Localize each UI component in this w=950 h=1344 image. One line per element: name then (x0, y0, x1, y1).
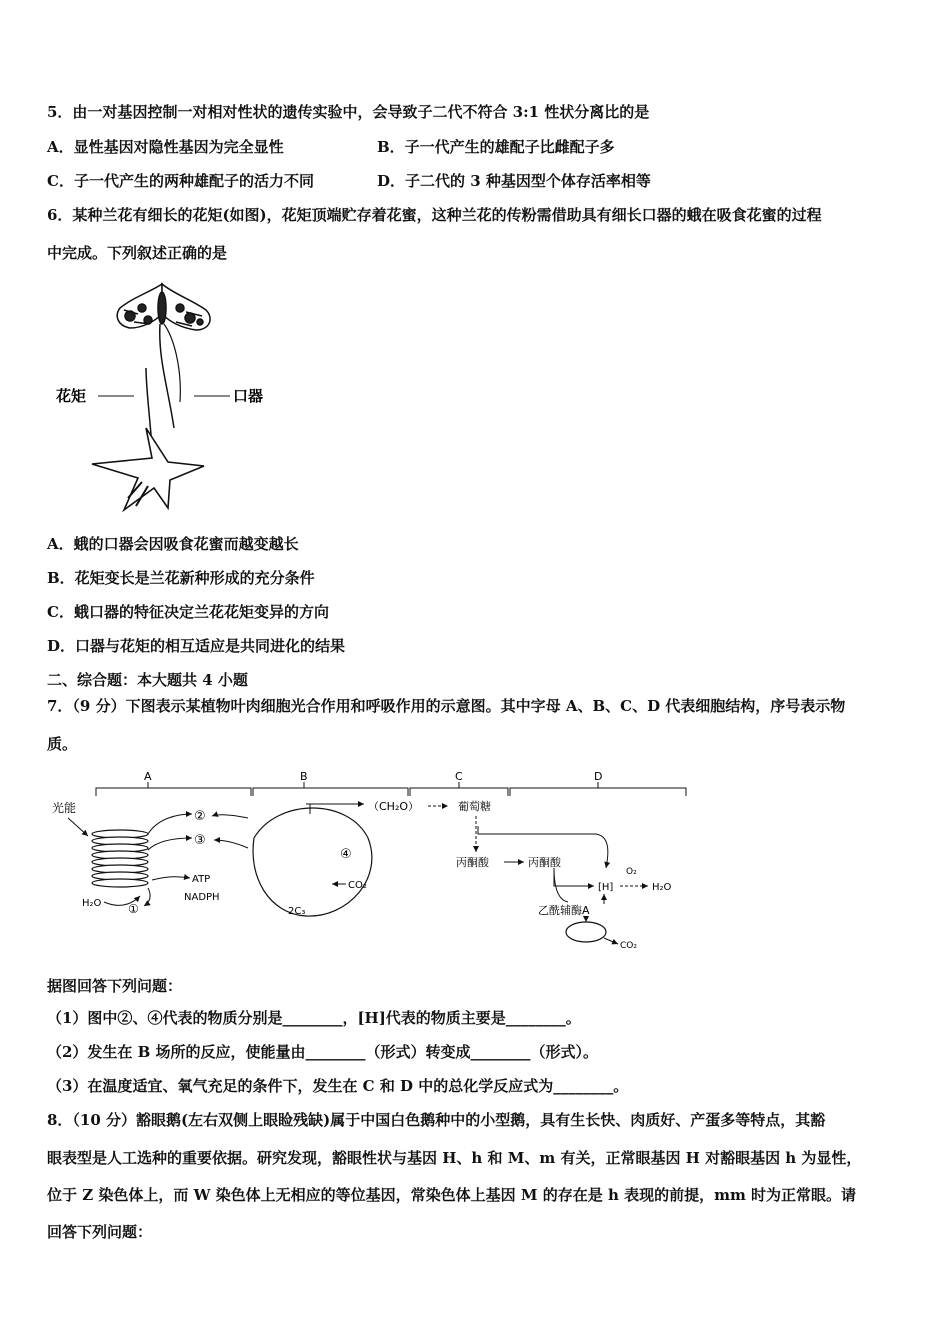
label-nadh: [H] (598, 882, 614, 893)
region-a: A (144, 770, 152, 783)
label-nadph: NADPH (184, 892, 220, 903)
q6-option-b: B．花矩变长是兰花新种形成的充分条件 (47, 569, 315, 587)
q7-sub1: （1）图中②、④代表的物质分别是________，[H]代表的物质主要是________。 (47, 1009, 581, 1027)
q6-stem-line2: 中完成。下列叙述正确的是 (47, 244, 228, 262)
label-3: ③ (194, 833, 206, 848)
label-1: ① (128, 902, 139, 916)
label-co2-in: CO₂ (348, 880, 367, 891)
q8-line4: 回答下列问题： (47, 1223, 153, 1241)
label-light-energy: 光能 (52, 801, 77, 815)
q8-line3: 位于 Z 染色体上，而 W 染色体上无相应的等位基因，常染色体上基因 M 的存在是 h 表现的前提，mm 时为正常眼。请 (47, 1186, 857, 1204)
q5-option-b: B．子一代产生的雄配子比雌配子多 (377, 138, 615, 156)
label-atp: ATP (192, 874, 211, 885)
q7-sub3: （3）在温度适宜、氧气充足的条件下，发生在 C 和 D 中的总化学反应式为________。 (47, 1077, 629, 1095)
orchid-flower (92, 428, 204, 510)
label-pyruvate-1: 丙酮酸 (456, 856, 489, 869)
region-b: B (300, 770, 308, 783)
q7-stem-line1: 7．（9 分）下图表示某植物叶肉细胞光合作用和呼吸作用的示意图。其中字母 A、B、C、D 代表细胞结构，序号表示物 (47, 697, 846, 715)
label-glucose: 葡萄糖 (458, 800, 491, 813)
q5-option-d: D．子二代的 3 种基因型个体存活率相等 (377, 172, 651, 190)
q5-option-a: A．显性基因对隐性基因为完全显性 (47, 138, 284, 156)
thylakoid-stack (92, 830, 148, 887)
section-heading: 二、综合题：本大题共 4 小题 (47, 671, 248, 689)
q8-line1: 8．（10 分）豁眼鹅(左右双侧上眼睑残缺)属于中国白色鹅种中的小型鹅，具有生长快、肉质好、产蛋多等特点，其豁 (47, 1111, 826, 1129)
label-mouthpart: 口器 (233, 387, 264, 405)
label-spur: 花矩 (56, 387, 87, 405)
photosynthesis-respiration-diagram (48, 768, 693, 958)
q7-stem-line2: 质。 (47, 735, 78, 753)
label-2c3: 2C₃ (288, 906, 306, 917)
label-ch2o: （CH₂O） (368, 800, 420, 813)
q5-option-c: C．子一代产生的两种雄配子的活力不同 (47, 172, 314, 190)
moth-illustration (117, 284, 210, 330)
q6-stem-line1: 6．某种兰花有细长的花矩(如图)，花矩顶端贮存着花蜜，这种兰花的传粉需借助具有细长口器的蛾在吸食花蜜的过程 (47, 206, 822, 224)
label-2: ② (194, 809, 206, 824)
q8-line2: 眼表型是人工选种的重要依据。研究发现，豁眼性状与基因 H、h 和 M、m 有关，正常眼基因 H 对豁眼基因 h 为显性， (47, 1149, 862, 1167)
label-acetyl-coa: 乙酰辅酶A (538, 904, 590, 917)
q6-option-c: C．蛾口器的特征决定兰花花矩变异的方向 (47, 603, 329, 621)
label-4: ④ (340, 847, 352, 862)
krebs-cycle (566, 922, 606, 942)
orchid-moth-figure (50, 278, 290, 518)
calvin-cycle (253, 808, 372, 916)
q5-stem: 5．由一对基因控制一对相对性状的遗传实验中，会导致子二代不符合 3:1 性状分离比的是 (47, 103, 650, 121)
q7-sub2: （2）发生在 B 场所的反应，使能量由________（形式）转变成________（形式）。 (47, 1043, 599, 1061)
label-pyruvate-2: 丙酮酸 (528, 856, 561, 869)
label-water-in: H₂O (82, 898, 102, 909)
region-d: D (594, 770, 603, 783)
q6-option-d: D．口器与花矩的相互适应是共同进化的结果 (47, 637, 346, 655)
q6-option-a: A．蛾的口器会因吸食花蜜而越变越长 (47, 535, 299, 553)
label-o2: O₂ (626, 867, 637, 877)
q7-intro: 据图回答下列问题： (47, 977, 183, 995)
label-water-out: H₂O (652, 882, 672, 893)
region-c: C (455, 770, 463, 783)
label-co2-out: CO₂ (620, 941, 637, 951)
